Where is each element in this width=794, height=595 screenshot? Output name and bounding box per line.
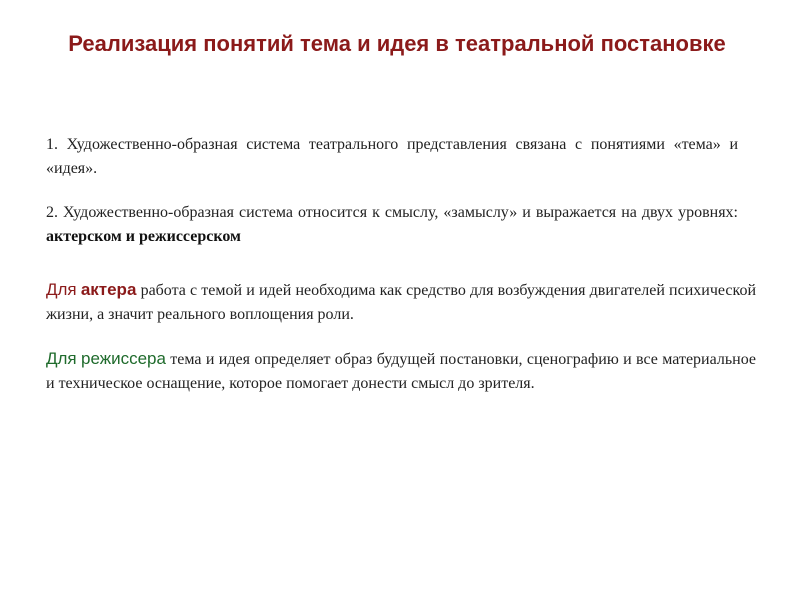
paragraph-actor	[46, 278, 756, 327]
slide-title: Реализация понятий тема и идея в театральной постановке	[68, 31, 726, 56]
actor-lead-word-2: актера	[80, 280, 137, 299]
actor-lead-word-1: Для	[46, 280, 77, 299]
paragraph-2-bold: актерском и режиссерском	[46, 228, 241, 245]
paragraph-2	[46, 201, 738, 249]
paragraph-director	[46, 347, 756, 396]
director-lead-word-1: Для	[46, 349, 77, 368]
director-paragraph-text: тема и идея определяет образ будущей постановки, сценографию и все материальное и техническое оснащение, которое помогает донести смысл до зрителя.	[46, 351, 757, 392]
actor-paragraph-text: работа с темой и идей необходима как средство для возбуждения двигателей психической жизни, а значит реального воплощения роли.	[46, 282, 757, 323]
paragraph-1: 1. Художественно-образная система театрального представления связана с понятиями «тема» и «идея».	[46, 136, 738, 177]
director-lead-word-2: режиссера	[81, 349, 166, 368]
paragraph-2-text: 2. Художественно-образная система относится к смыслу, «замыслу» и выражается на двух уровнях:	[46, 204, 738, 221]
